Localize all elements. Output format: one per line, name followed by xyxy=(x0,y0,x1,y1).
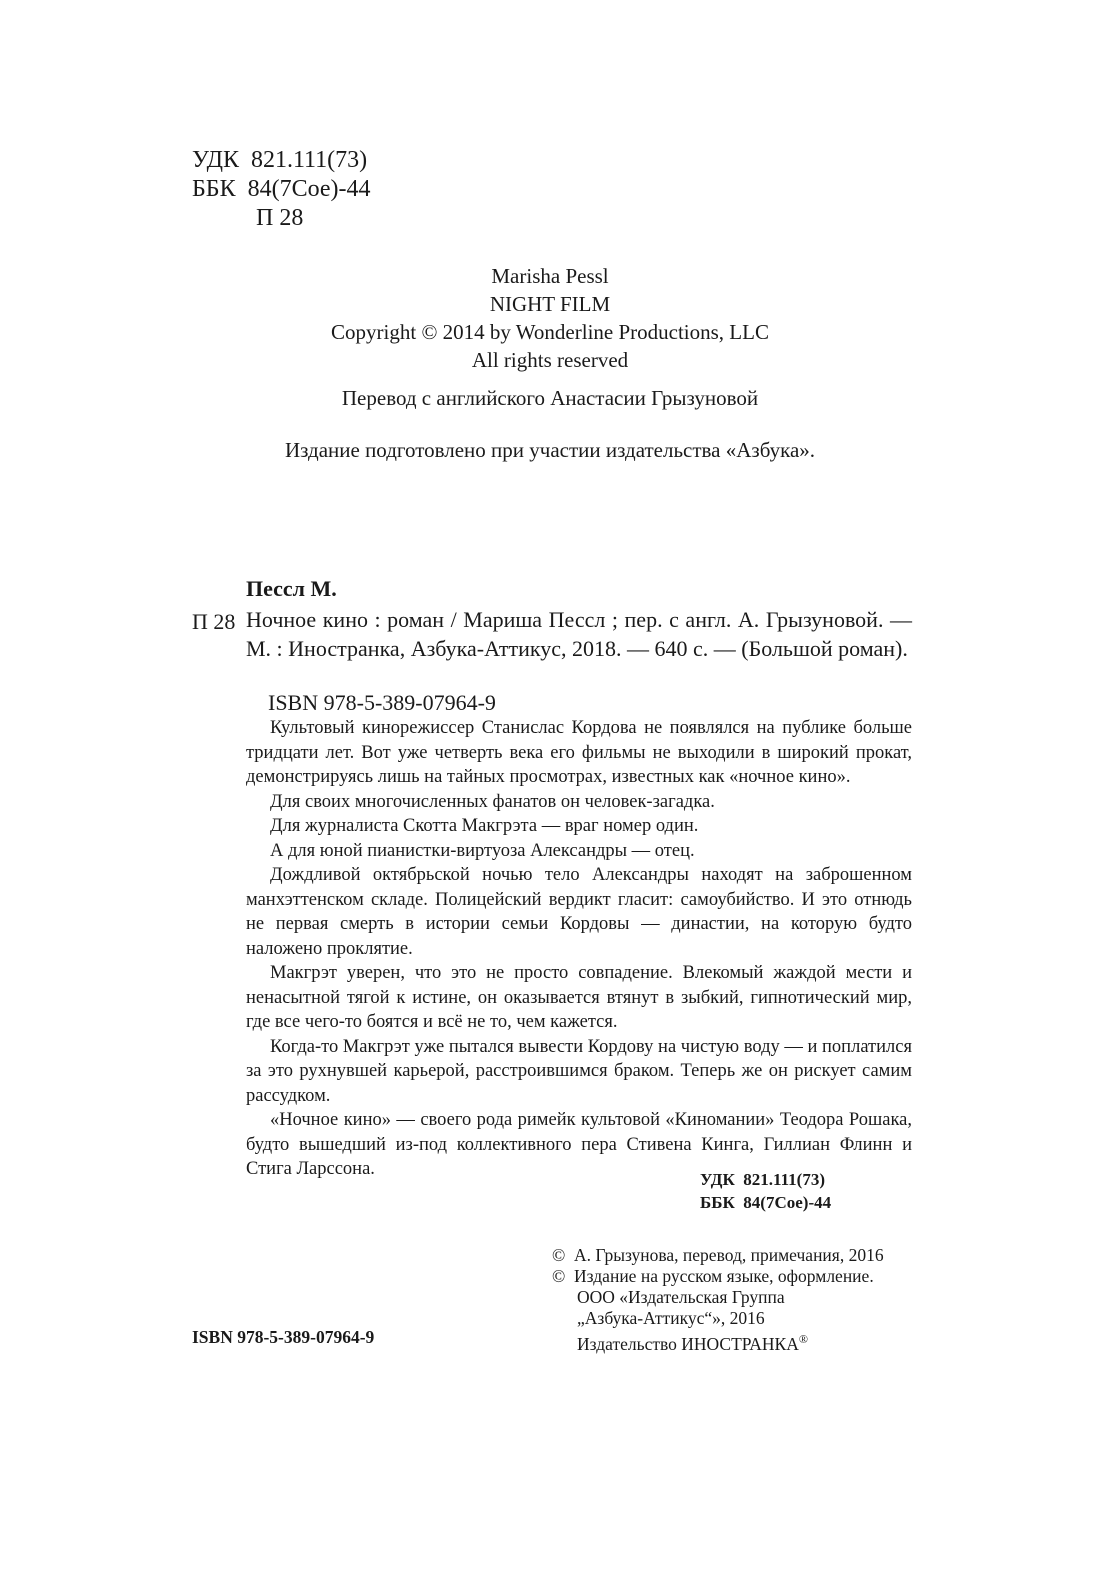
registered-mark-icon: ® xyxy=(798,1332,808,1346)
copyrights-block xyxy=(552,1245,884,1355)
bbk-code-bottom: ББК 84(7Сое)-44 xyxy=(700,1193,832,1212)
biblio-isbn: ISBN 978-5-389-07964-9 xyxy=(268,690,496,715)
original-edition-block xyxy=(0,262,1100,374)
copyright-publisher-name: „Азбука-Аттикус“», 2016 xyxy=(577,1308,765,1328)
annotation-paragraph: А для юной пианистки-виртуоза Александры — отец. xyxy=(270,840,695,861)
annotation-paragraph: «Ночное кино» — своего рода римейк культовой «Киномании» Теодора Рошака, будто вышедший из-под коллективного пера Стивена Кинга, Гиллиан Флинн и Стига Ларссона. xyxy=(246,1110,912,1179)
biblio-description: Ночное кино : роман / Мариша Пессл ; пер. с англ. А. Грызуновой. — М. : Иностранка, Азбука-Аттикус, 2018. — 640 с. — (Большой роман). xyxy=(246,607,912,661)
annotation xyxy=(246,716,912,1182)
prepared-note: Издание подготовлено при участии издательства «Азбука». xyxy=(284,438,816,462)
copyright-publisher: ООО «Издательская Группа xyxy=(577,1287,785,1307)
translation-note: Перевод с английского Анастасии Грызуновой xyxy=(341,386,759,410)
original-author: Marisha Pessl xyxy=(491,264,609,288)
original-copyright: Copyright © 2014 by Wonderline Productions, LLC xyxy=(331,320,769,344)
copyright-translation: © А. Грызунова, перевод, примечания, 2016 xyxy=(552,1245,884,1265)
author-heading: Пессл М. xyxy=(246,576,337,601)
copyright-imprint xyxy=(552,1329,884,1355)
annotation-paragraph: Когда-то Макгрэт уже пытался вывести Кордову на чистую воду — и поплатился за это рухнувшей карьерой, расстроившимся браком. Теперь же он рискует самим рассудком. xyxy=(246,1036,912,1106)
imprint-name: Издательство ИНОСТРАНКА xyxy=(577,1333,799,1354)
annotation-paragraph: Дождливой октябрьской ночью тело Александры находят на заброшенном манхэттенском складе. Полицейский вердикт гласит: самоубийство. И это отнюдь не первая смерть в истории семьи Кордовы — династии, на которую будто наложено проклятие. xyxy=(246,865,912,959)
copyright-edition: © Издание на русском языке, оформление. xyxy=(552,1266,874,1286)
original-rights: All rights reserved xyxy=(471,348,629,372)
annotation-paragraph: Макгрэт уверен, что это не просто совпадение. Влекомый жаждой мести и ненасытной тягой к истине, он оказывается втянут в зыбкий, гипнотический мир, где все чего-то боятся и всё не то, чем кажется. xyxy=(246,963,912,1032)
udk-code-bottom: УДК 821.111(73) xyxy=(700,1170,825,1189)
author-mark: П 28 xyxy=(256,205,304,231)
bbk-code: ББК 84(7Сое)-44 xyxy=(192,176,371,202)
annotation-paragraph: Для своих многочисленных фанатов он человек-загадка. xyxy=(270,791,715,812)
isbn-bottom: ISBN 978-5-389-07964-9 xyxy=(192,1327,375,1347)
annotation-paragraph: Для журналиста Скотта Макгрэта — враг номер один. xyxy=(270,816,699,836)
udk-code: УДК 821.111(73) xyxy=(192,147,368,173)
classification-bottom xyxy=(700,1168,906,1214)
annotation-paragraph: Культовый кинорежиссер Станислас Кордова не появлялся на публике больше тридцати лет. Вот уже четверть века его фильмы не выходили в широкий прокат, демонстрируясь лишь на тайных просмотрах, известных как «ночное кино». xyxy=(246,718,912,787)
biblio-code: П 28 xyxy=(192,609,236,634)
classification-block xyxy=(192,146,371,233)
original-title: NIGHT FILM xyxy=(489,292,611,316)
